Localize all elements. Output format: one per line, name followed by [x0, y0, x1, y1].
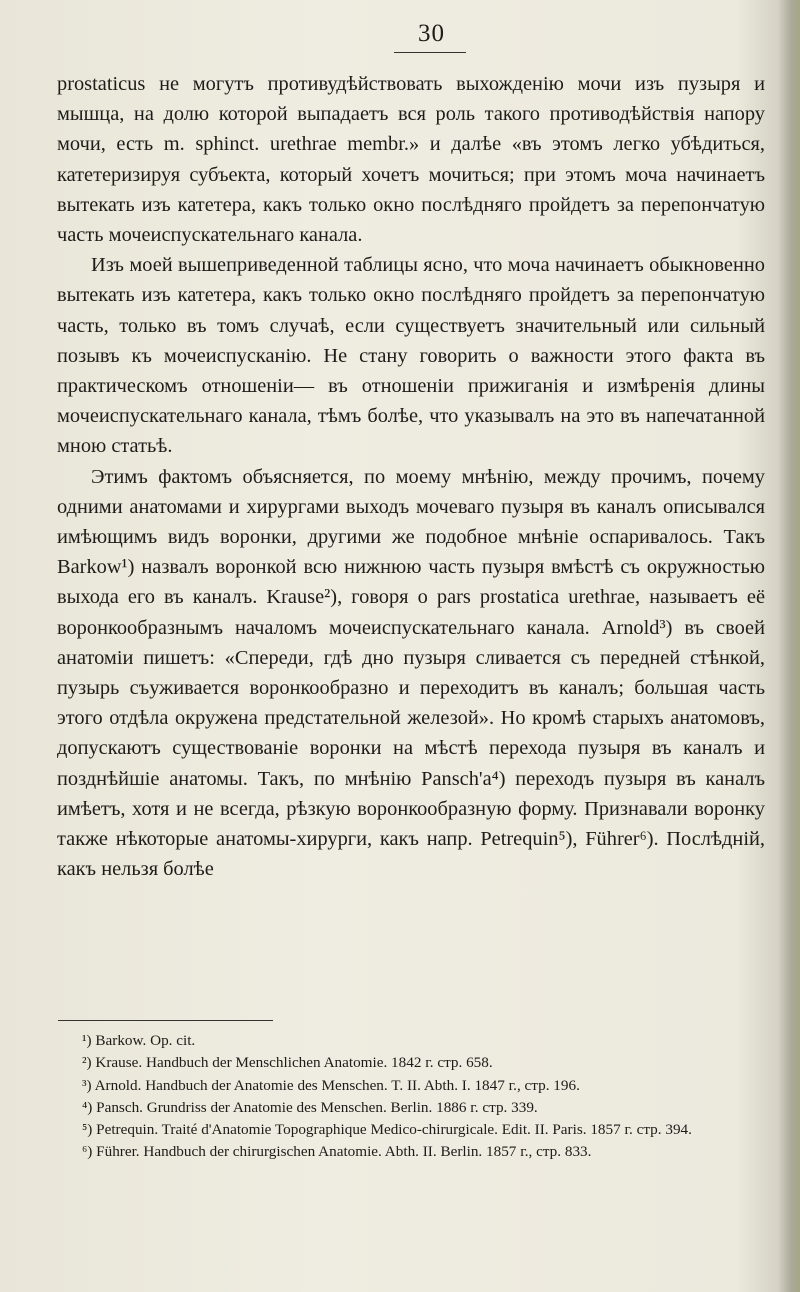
footnote-separator [58, 1020, 273, 1021]
footnote-6: ⁶) Führer. Handbuch der chirurgischen Anatomie. Abth. II. Berlin. 1857 г., стр. 833. [82, 1143, 592, 1161]
page-number-rule [394, 52, 466, 53]
paragraph-1: prostatіcus не могутъ противудѣйствовать выхожденію мочи изъ пузыря и мышца, на долю которой выпадаетъ вся роль такого противодѣйствія напору мочи, есть m. sphinct. urethrae membr.» и далѣе «въ этомъ легко убѣдиться, катетеризируя субъекта, который хочетъ мочиться; при этомъ моча начинаетъ вытекать изъ катетера, какъ только окно послѣдняго пройдетъ за перепончатую часть мочеиспускательнаго канала. [57, 73, 765, 247]
footnote-1: ¹) Barkow. Op. cit. [82, 1032, 196, 1049]
page-edge-shadow [778, 0, 800, 1292]
body-text [57, 69, 765, 884]
paragraph-3: Этимъ фактомъ объясняется, по моему мнѣнію, между прочимъ, почему одними анатомами и хирургами выходъ мочеваго пузыря въ каналъ описывался имѣющимъ видъ воронки, другими же подобное мнѣніе оспаривалось. Такъ Barkow¹) назвалъ воронкой всю нижнюю часть пузыря вмѣстѣ съ окружностью выхода его въ каналъ. Krause²), говоря о pars prostatica urethrae, называетъ её воронкообразнымъ началомъ мочеиспускательнаго канала. Arnold³) въ своей анатоміи пишетъ: «Спереди, гдѣ дно пузыря сливается съ передней стѣнкой, пузырь съуживается воронкообразно и переходитъ въ каналъ; большая часть этого отдѣла окружена предстательной железой». Но кромѣ старыхъ анатомовъ, допускаютъ существованіе воронки на мѣстѣ перехода пузыря въ каналъ и позднѣйшіе анатомы. Такъ, по мнѣнію Pansch'а⁴) переходъ пузыря въ каналъ имѣетъ, хотя и не всегда, рѣзкую воронкообразную форму. Признавали воронку также нѣкоторые анатомы-хирурги, какъ напр. Petrequin⁵), Führer⁶). Послѣдній, какъ нельзя болѣе [57, 465, 765, 881]
footnotes [58, 1030, 764, 1164]
footnote-3: ³) Arnold. Handbuch der Anatomie des Menschen. T. II. Abth. I. 1847 г., стр. 196. [82, 1076, 580, 1094]
footnote-2: ²) Krause. Handbuch der Menschlichen Anatomie. 1842 г. стр. 658. [82, 1054, 493, 1072]
page-number: 30 [418, 20, 445, 47]
paragraph-2: Изъ моей вышеприведенной таблицы ясно, что моча начинаетъ обыкновенно вытекать изъ катетера, какъ только окно послѣдняго пройдетъ за перепончатую часть, только въ томъ случаѣ, если существуетъ значительный или сильный позывъ къ мочеиспусканію. Не стану говорить о важности этого факта въ практическомъ отношеніи— въ отношеніи прижиганія и измѣренія длины мочеиспускательнаго канала, тѣмъ болѣе, что указывалъ на это въ напечатанной мною статьѣ. [57, 254, 765, 458]
footnote-4: ⁴) Pansch. Grundriss der Anatomie des Menschen. Berlin. 1886 г. стр. 339. [82, 1098, 538, 1116]
footnote-5: ⁵) Petrequin. Traité d'Anatomie Topographique Medico-chirurgicale. Edit. II. Paris. 1857 г. стр. 394. [82, 1121, 692, 1139]
